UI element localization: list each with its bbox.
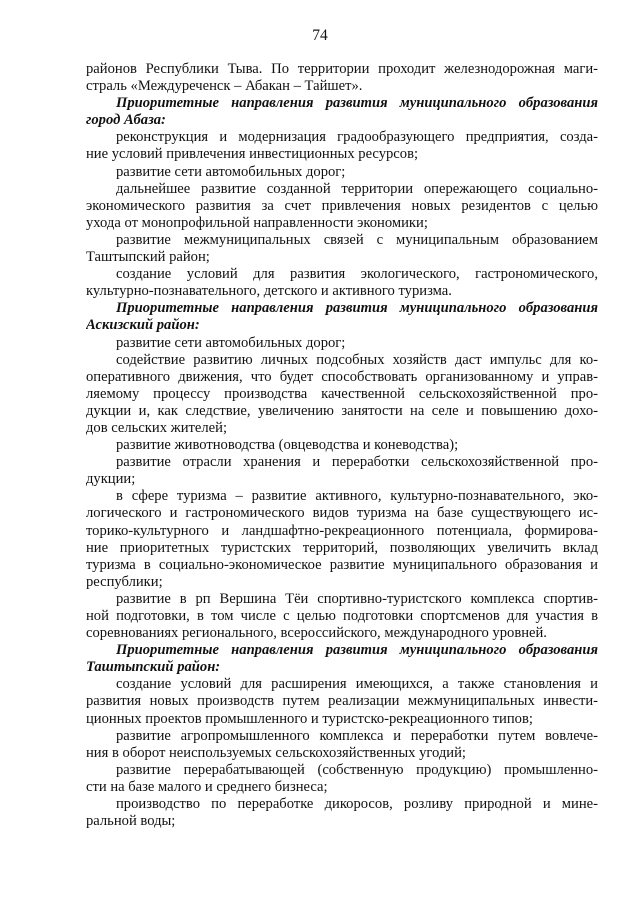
section-heading-line: Таштыпский район: — [86, 659, 221, 676]
text-line: развитие отрасли хранения и переработки сельскохозяйственной про- — [116, 454, 598, 471]
text-line: создание условий для расширения имеющихся, а также становления и — [116, 676, 598, 693]
text-line: районов Республики Тыва. По территории проходит железнодорожная маги- — [86, 61, 598, 77]
text-line: развитие агропромышленного комплекса и переработки путем вовлече- — [116, 727, 598, 744]
text-line: дукции; — [86, 471, 136, 488]
page-number: 74 — [312, 27, 328, 44]
document-body — [86, 61, 598, 830]
text-line: развитие животноводства (овцеводства и коневодства); — [116, 437, 459, 454]
text-line: соревнованиях регионального, всероссийского, международного уровней. — [86, 625, 547, 642]
text-line: культурно-познавательного, детского и активного туризма. — [86, 283, 452, 300]
text-line: развития новых производств путем реализации межмуниципальных инвести- — [86, 693, 598, 710]
text-line: страль «Междуреченск – Абакан – Тайшет». — [86, 78, 363, 95]
text-line: в сфере туризма – развитие активного, культурно-познавательного, эко- — [116, 488, 598, 505]
section-heading-line: Аскизский район: — [86, 317, 200, 334]
text-line: ния в оборот неиспользуемых сельскохозяйственных угодий; — [86, 744, 466, 761]
text-line: развитие сети автомобильных дорог; — [116, 163, 346, 180]
text-line: ляемому процессу производства качественной сельскохозяйственной про- — [86, 385, 598, 402]
section-heading-line: Приоритетные направления развития муниципального образования — [116, 642, 598, 659]
text-line: создание условий для развития экологического, гастрономического, — [116, 266, 598, 283]
text-line: ционных проектов промышленного и туристско-рекреационного типов; — [86, 710, 533, 727]
text-line: сти на базе малого и среднего бизнеса; — [86, 778, 328, 795]
text-line: дальнейшее развитие созданной территории опережающего социально- — [116, 180, 598, 197]
text-line: ние приоритетных туристских территорий, позволяющих увеличить вклад — [86, 539, 598, 556]
text-line: Таштыпский район; — [86, 249, 210, 266]
text-line: ние условий привлечения инвестиционных ресурсов; — [86, 146, 419, 163]
text-line: туризма в социально-экономическое развитие муниципального образования и — [86, 556, 598, 573]
section-heading-line: Приоритетные направления развития муниципального образования — [116, 300, 598, 317]
text-line: ухода от монопрофильной направленности экономики; — [86, 214, 428, 231]
text-line: торико-культурного и ландшафтно-рекреационного потенциала, формирова- — [86, 522, 598, 539]
text-line: дукции и, как следствие, увеличению занятости на селе и повышению дохо- — [86, 402, 598, 419]
text-line: развитие в рп Вершина Тёи спортивно-туристского комплекса спортив- — [116, 590, 598, 607]
text-line: производство по переработке дикоросов, розливу природной и мине- — [116, 796, 598, 813]
section-heading-line: город Абаза: — [86, 112, 166, 129]
text-line: развитие межмуниципальных связей с муниципальным образованием — [116, 231, 598, 248]
text-line: реконструкция и модернизация градообразующего предприятия, созда- — [116, 129, 598, 146]
text-line: логического и гастрономического видов туризма на базе существующего ис- — [86, 505, 598, 522]
text-line: содействие развитию личных подсобных хозяйств даст импульс для ко- — [116, 351, 598, 368]
text-line: ной подготовки, в том числе с целью подготовки спортсменов для участия в — [86, 608, 598, 624]
section-heading-line: Приоритетные направления развития муниципального образования — [116, 95, 598, 112]
text-line: оперативного движения, что будет способствовать организованному и управ- — [86, 368, 598, 385]
text-line: республики; — [86, 573, 163, 590]
text-line: развитие сети автомобильных дорог; — [116, 334, 346, 351]
text-line: экономического развития за счет привлечения новых резидентов с целью — [86, 197, 598, 214]
text-line: развитие перерабатывающей (собственную продукцию) промышленно- — [116, 761, 598, 778]
text-line: дов сельских жителей; — [86, 419, 228, 436]
text-line: ральной воды; — [86, 813, 176, 830]
